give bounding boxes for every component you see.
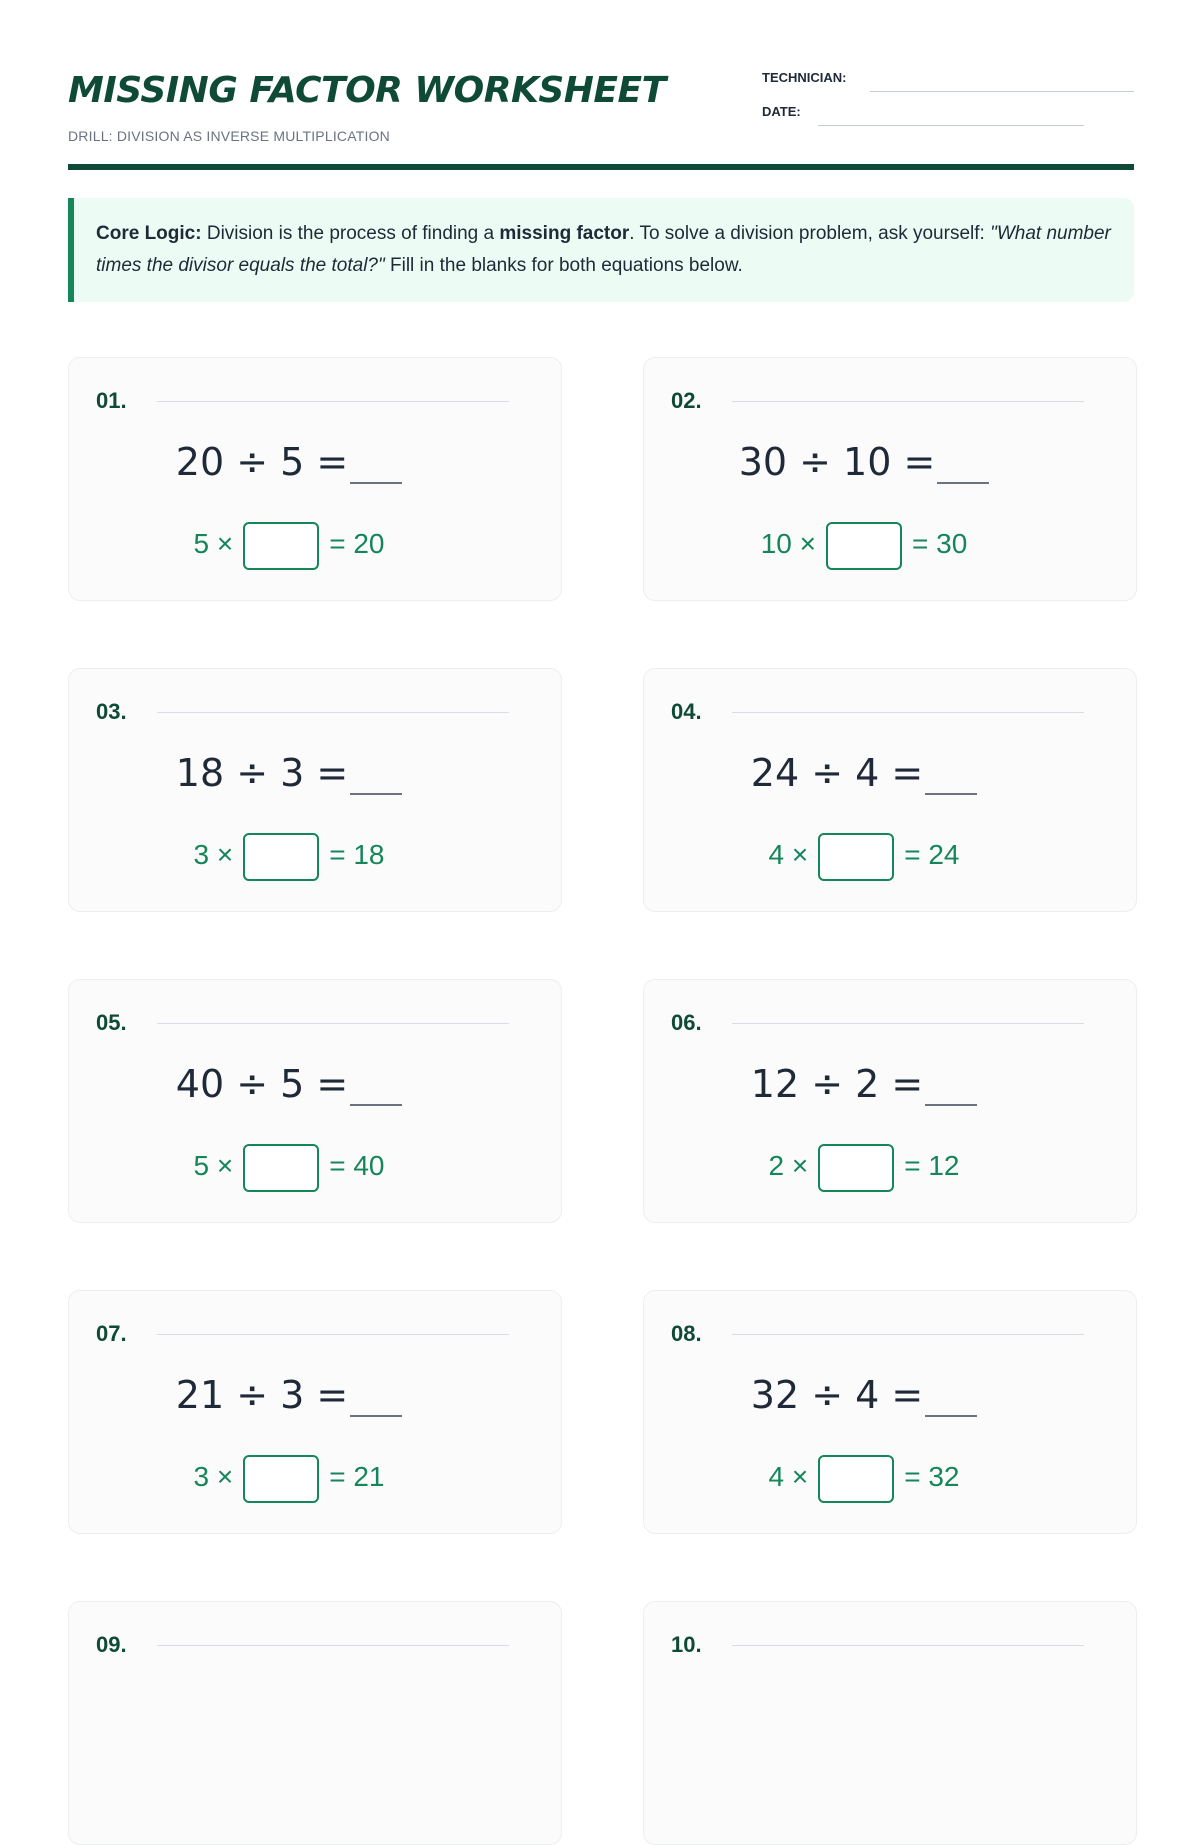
callout-text-3: Fill in the blanks for both equations below. xyxy=(384,255,743,276)
missing-factor-box[interactable] xyxy=(818,1455,894,1503)
problem-divider xyxy=(732,1334,1084,1335)
known-factor: 4 × xyxy=(768,1461,809,1492)
quotient-blank[interactable] xyxy=(925,757,977,795)
division-equation xyxy=(69,751,509,795)
problem-divider xyxy=(732,1645,1084,1646)
division-equation xyxy=(644,1373,1084,1417)
callout-bold: missing factor xyxy=(499,223,630,244)
division-equation xyxy=(69,1062,509,1106)
multiplication-equation xyxy=(69,829,509,881)
problem-divider xyxy=(157,1334,509,1335)
quotient-blank[interactable] xyxy=(350,446,402,484)
problem-divider xyxy=(157,712,509,713)
missing-factor-box[interactable] xyxy=(826,522,902,570)
problem-divider xyxy=(732,401,1084,402)
product-text: = 40 xyxy=(329,1150,385,1181)
problem-number: 06. xyxy=(671,1010,702,1035)
callout-lead: Core Logic: xyxy=(96,223,202,244)
known-factor: 5 × xyxy=(193,1150,234,1181)
division-equation xyxy=(644,440,1084,484)
product-text: = 24 xyxy=(904,839,960,870)
problem-number: 08. xyxy=(671,1321,702,1346)
date-field[interactable] xyxy=(818,125,1084,126)
problem-card xyxy=(643,1601,1137,1845)
problem-card xyxy=(643,357,1137,601)
multiplication-equation xyxy=(644,829,1084,881)
known-factor: 4 × xyxy=(768,839,809,870)
problem-number: 10. xyxy=(671,1632,702,1657)
core-logic-callout xyxy=(68,198,1134,302)
problem-number: 07. xyxy=(96,1321,127,1346)
division-equation xyxy=(644,1062,1084,1106)
page-title: MISSING FACTOR WORKSHEET xyxy=(68,70,666,111)
product-text: = 32 xyxy=(904,1461,960,1492)
multiplication-equation xyxy=(69,1140,509,1192)
missing-factor-box[interactable] xyxy=(243,1144,319,1192)
known-factor: 10 × xyxy=(760,528,816,559)
division-text: 20 ÷ 5 = xyxy=(175,440,349,484)
missing-factor-box[interactable] xyxy=(243,522,319,570)
problem-divider xyxy=(732,712,1084,713)
division-text: 24 ÷ 4 = xyxy=(750,751,924,795)
known-factor: 2 × xyxy=(768,1150,809,1181)
quotient-blank[interactable] xyxy=(350,1068,402,1106)
multiplication-equation xyxy=(644,518,1084,570)
problem-card xyxy=(68,668,562,912)
product-text: = 30 xyxy=(912,528,968,559)
problem-divider xyxy=(157,1645,509,1646)
callout-quote: "What number times the divisor equals the total?" xyxy=(96,223,1111,276)
page-subtitle: DRILL: DIVISION AS INVERSE MULTIPLICATION xyxy=(68,128,390,144)
callout-text-1: Division is the process of finding a xyxy=(201,223,500,244)
problem-number: 05. xyxy=(96,1010,127,1035)
product-text: = 18 xyxy=(329,839,385,870)
problem-card xyxy=(68,1601,562,1845)
division-equation xyxy=(644,751,1084,795)
problem-number: 02. xyxy=(671,388,702,413)
missing-factor-box[interactable] xyxy=(243,833,319,881)
division-equation xyxy=(69,1373,509,1417)
problem-divider xyxy=(157,1023,509,1024)
multiplication-equation xyxy=(644,1451,1084,1503)
division-text: 12 ÷ 2 = xyxy=(750,1062,924,1106)
multiplication-equation xyxy=(69,1451,509,1503)
quotient-blank[interactable] xyxy=(350,757,402,795)
problem-divider xyxy=(157,401,509,402)
problem-divider xyxy=(732,1023,1084,1024)
product-text: = 21 xyxy=(329,1461,385,1492)
known-factor: 5 × xyxy=(193,528,234,559)
division-text: 40 ÷ 5 = xyxy=(175,1062,349,1106)
callout-text-2: . To solve a division problem, ask yourself: xyxy=(629,223,991,244)
missing-factor-box[interactable] xyxy=(243,1455,319,1503)
multiplication-equation xyxy=(644,1140,1084,1192)
product-text: = 12 xyxy=(904,1150,960,1181)
date-label: DATE: xyxy=(762,104,801,119)
header-divider xyxy=(68,164,1134,170)
problem-card xyxy=(643,979,1137,1223)
header xyxy=(68,60,1134,170)
multiplication-equation xyxy=(69,518,509,570)
missing-factor-box[interactable] xyxy=(818,1144,894,1192)
problem-number: 03. xyxy=(96,699,127,724)
quotient-blank[interactable] xyxy=(350,1379,402,1417)
problem-number: 04. xyxy=(671,699,702,724)
problem-card xyxy=(68,979,562,1223)
division-text: 30 ÷ 10 = xyxy=(738,440,936,484)
quotient-blank[interactable] xyxy=(937,446,989,484)
missing-factor-box[interactable] xyxy=(818,833,894,881)
quotient-blank[interactable] xyxy=(925,1068,977,1106)
quotient-blank[interactable] xyxy=(925,1379,977,1417)
problem-number: 01. xyxy=(96,388,127,413)
known-factor: 3 × xyxy=(193,839,234,870)
known-factor: 3 × xyxy=(193,1461,234,1492)
problem-card xyxy=(643,668,1137,912)
division-equation xyxy=(69,440,509,484)
technician-label: TECHNICIAN: xyxy=(762,70,847,85)
product-text: = 20 xyxy=(329,528,385,559)
problem-card xyxy=(68,357,562,601)
division-text: 18 ÷ 3 = xyxy=(175,751,349,795)
problem-card xyxy=(68,1290,562,1534)
division-text: 32 ÷ 4 = xyxy=(750,1373,924,1417)
division-text: 21 ÷ 3 = xyxy=(175,1373,349,1417)
problem-card xyxy=(643,1290,1137,1534)
problem-number: 09. xyxy=(96,1632,127,1657)
technician-field[interactable] xyxy=(870,91,1134,92)
